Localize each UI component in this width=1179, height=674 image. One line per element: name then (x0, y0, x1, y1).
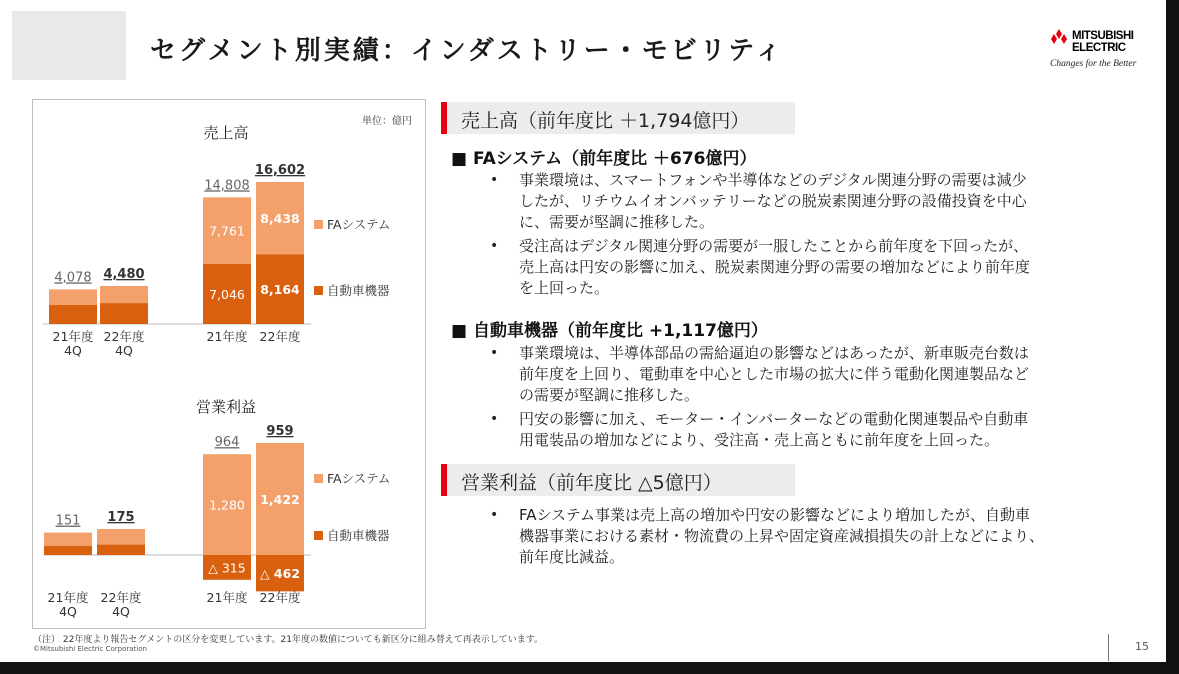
chart-panel (32, 99, 426, 629)
heading-accent-bar (441, 464, 447, 496)
company-logo (1048, 29, 1153, 73)
legend-label: FAシステム (327, 217, 391, 232)
category-label: 21年度 (47, 590, 89, 605)
bullet-dot-icon: • (490, 507, 499, 523)
bullet-dot-icon: • (490, 411, 499, 427)
bar-segment-fa (100, 286, 148, 303)
segment-subheading: ■ FAシステム（前年度比 ＋676億円） (451, 149, 757, 169)
chart-title: 売上高 (203, 124, 249, 142)
segment-data-label: △ 315 (208, 560, 246, 576)
bullet-dot-icon: • (490, 238, 499, 254)
category-label: 22年度 (100, 590, 142, 605)
segment-data-label: 8,164 (260, 282, 300, 298)
page-number: 15 (1135, 640, 1149, 653)
bar-segment-fa (44, 533, 92, 546)
bar-segment-auto (100, 303, 148, 324)
page-title: セグメント別実績：インダストリー・モビリティ (150, 36, 785, 66)
screen-edge (1166, 0, 1179, 674)
segment-data-label: 1,422 (260, 492, 300, 507)
heading-accent-bar (441, 102, 447, 134)
copyright: ©Mitsubishi Electric Corporation (33, 645, 147, 653)
category-label: 4Q (64, 343, 82, 358)
segment-charts (33, 100, 425, 628)
segment-data-label: 7,046 (209, 286, 245, 302)
total-label: 14,808 (204, 178, 250, 194)
category-label: 4Q (112, 604, 130, 619)
legend-label: 自動車機器 (327, 528, 390, 543)
section-heading-text: 売上高（前年度比 ＋1,794億円） (461, 110, 750, 132)
category-label: 4Q (115, 343, 133, 358)
total-label: 959 (266, 424, 294, 439)
category-label: 22年度 (259, 329, 301, 344)
section-heading (441, 464, 795, 496)
bullet-text: 事業環境は、半導体部品の需給逼迫の影響などはあったが、新車販売台数は 前年度を上回り、電動車を中心とした市場の拡大に伴う電動化関連製品など の需要が堅調に推移した。 (519, 344, 1030, 404)
category-label: 22年度 (259, 590, 301, 605)
logo-wordmark: MITSUBISHI ELECTRIC (1072, 30, 1134, 54)
segment-data-label: △ 462 (259, 566, 301, 582)
bar-segment-fa (97, 529, 145, 545)
bullet-text: 円安の影響に加え、モーター・インバーターなどの電動化関連製品や自動車 用電装品の増加などにより、受注高・売上高ともに前年度を上回った。 (519, 410, 1029, 449)
bullet-dot-icon: • (490, 172, 499, 188)
section-heading (441, 102, 795, 134)
three-diamonds-icon (1048, 29, 1070, 49)
segment-data-label: 1,280 (209, 497, 245, 513)
legend-label: 自動車機器 (327, 283, 390, 298)
segment-data-label: 7,761 (209, 223, 245, 239)
bullet-text: FAシステム事業は売上高の増加や円安の影響などにより増加したが、自動車 機器事業における素材・物流費の上昇や固定資産減損損失の計上などにより、 前年度比減益。 (519, 506, 1045, 566)
bullet-dot-icon: • (490, 345, 499, 361)
legend-label: FAシステム (327, 471, 391, 486)
bullet-text: 受注高はデジタル関連分野の需要が一服したことから前年度を下回ったが、 売上高は円安の影響に加え、脱炭素関連分野の需要の増加などにより前年度 を上回った。 (519, 237, 1030, 297)
total-label: 964 (214, 435, 240, 451)
chart-title: 営業利益 (195, 398, 257, 416)
legend-swatch-fa (314, 474, 323, 483)
bar-segment-auto (44, 546, 92, 555)
bullet-text: 事業環境は、スマートフォンや半導体などのデジタル関連分野の需要は減少 したが、リチウムイオンバッテリーなどの脱炭素関連分野の設備投資を中心 に、需要が堅調に推移した。 (519, 171, 1027, 231)
category-label: 21年度 (206, 329, 248, 344)
bar-segment-fa (49, 289, 97, 305)
section-heading-text: 営業利益（前年度比 △5億円） (461, 472, 722, 494)
page-divider (1108, 634, 1109, 661)
logo-tagline: Changes for the Better (1050, 59, 1137, 69)
legend-swatch-auto (314, 531, 323, 540)
category-label: 22年度 (103, 329, 145, 344)
legend-swatch-auto (314, 286, 323, 295)
category-label: 4Q (59, 604, 77, 619)
segment-subheading: ■ 自動車機器（前年度比 +1,117億円） (451, 321, 768, 341)
legend-swatch-fa (314, 220, 323, 229)
total-label: 4,078 (54, 270, 92, 286)
total-label: 151 (55, 513, 81, 529)
bar-segment-auto (49, 305, 97, 324)
footnote: （注） 22年度より報告セグメントの区分を変更しています。21年度の数値についても新区分に組み替えて再表示しています。 (33, 635, 544, 645)
category-label: 21年度 (52, 329, 94, 344)
segment-data-label: 8,438 (260, 211, 300, 227)
bar-segment-auto (97, 545, 145, 555)
total-label: 175 (107, 510, 135, 525)
category-label: 21年度 (206, 590, 248, 605)
total-label: 4,480 (103, 267, 145, 282)
unit-label: 単位：億円 (362, 116, 412, 127)
total-label: 16,602 (254, 163, 306, 178)
